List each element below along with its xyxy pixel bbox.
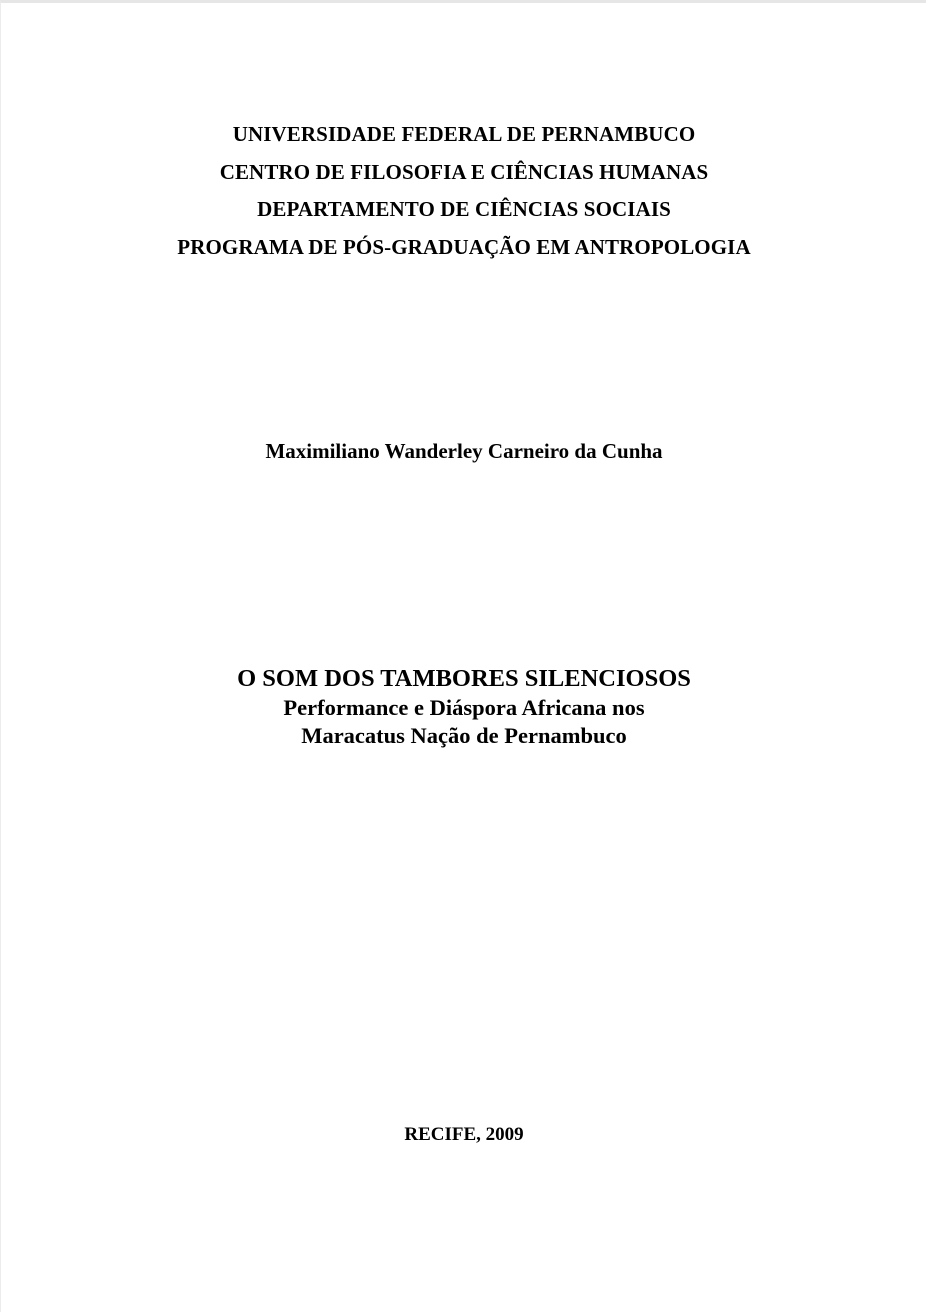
institution-header <box>1 116 926 266</box>
place-and-date: RECIFE, 2009 <box>404 1124 524 1145</box>
title-main: O SOM DOS TAMBORES SILENCIOSOS <box>237 665 691 692</box>
author-name: Maximiliano Wanderley Carneiro da Cunha <box>265 439 663 463</box>
thesis-title <box>1 664 926 750</box>
subtitle-line-1: Performance e Diáspora Africana nos <box>283 695 645 720</box>
subtitle-line-2: Maracatus Nação de Pernambuco <box>301 723 627 748</box>
center-name: CENTRO DE FILOSOFIA E CIÊNCIAS HUMANAS <box>219 159 709 184</box>
program-name: PROGRAMA DE PÓS-GRADUAÇÃO EM ANTROPOLOGIA <box>177 234 751 259</box>
department-name: DEPARTAMENTO DE CIÊNCIAS SOCIAIS <box>257 197 671 221</box>
university-name: UNIVERSIDADE FEDERAL DE PERNAMBUCO <box>232 122 696 146</box>
